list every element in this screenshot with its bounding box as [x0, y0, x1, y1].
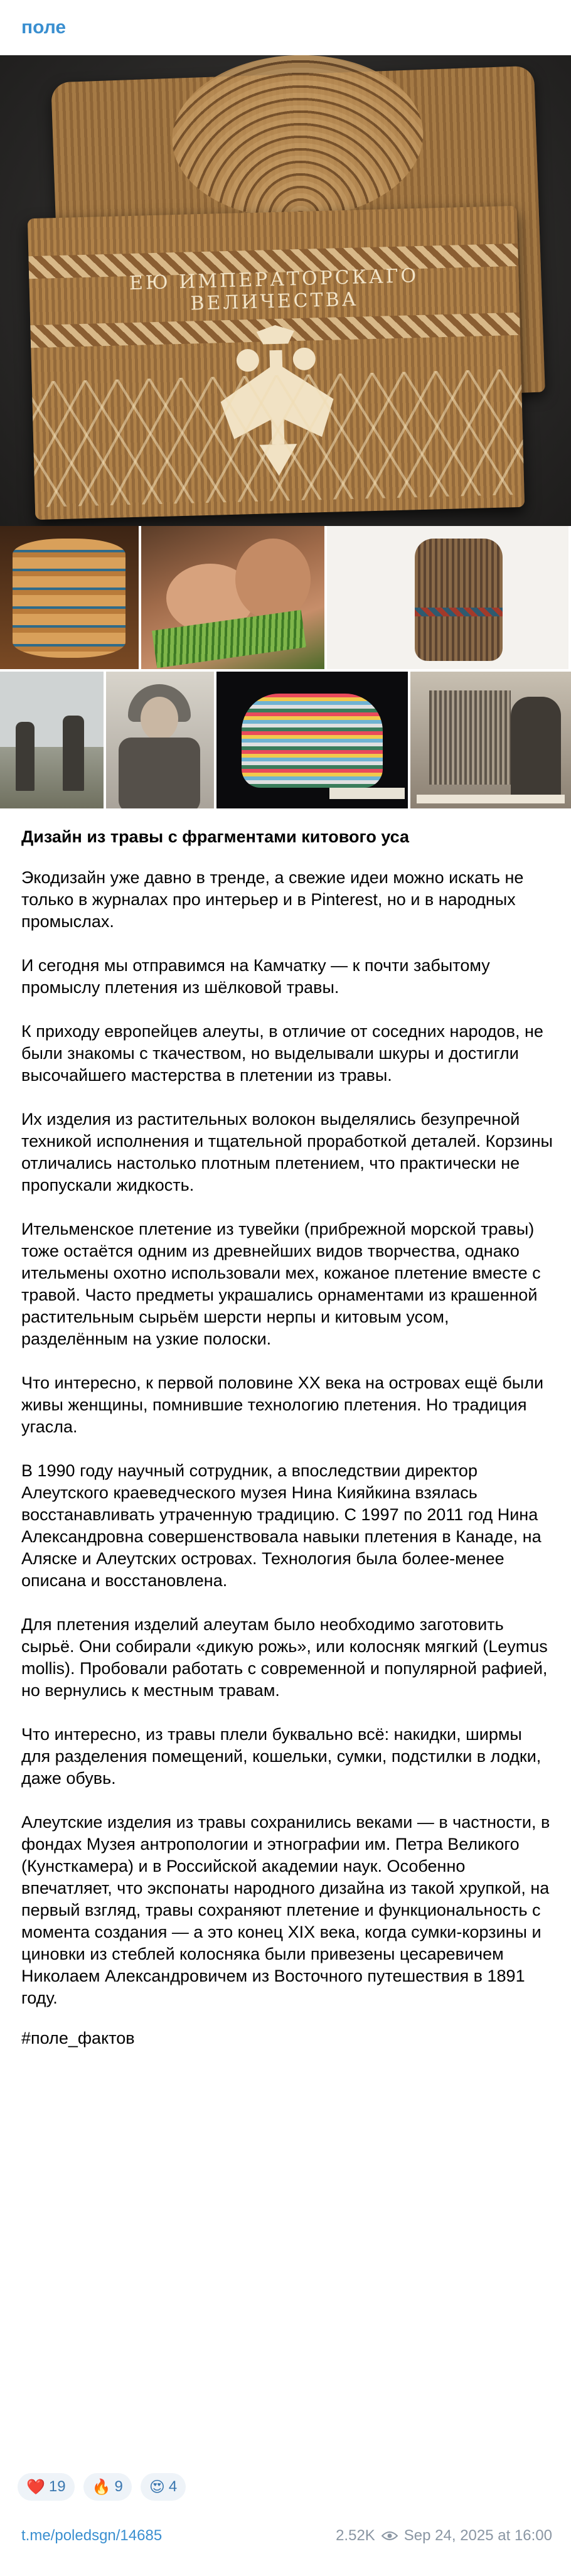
gallery-image-weaving-hands[interactable] — [141, 526, 324, 669]
paragraph: Их изделия из растительных волокон выделялись безупречной техникой исполнения и тщательной проработкой деталей. Корзины отличались настолько плотным плетением, что практически не пропускали жидкость. — [21, 1110, 553, 1194]
reaction-count: 19 — [48, 2478, 66, 2495]
gallery-image-people-field[interactable] — [0, 672, 104, 808]
gallery-image-tall-basket[interactable] — [327, 526, 568, 669]
post-header — [0, 0, 571, 55]
reaction-count: 4 — [168, 2478, 178, 2495]
reaction-heart-eyes[interactable] — [141, 2473, 186, 2501]
gallery-image-old-photo-weaver[interactable] — [410, 672, 571, 808]
reaction-heart[interactable] — [18, 2473, 75, 2501]
paragraph: И сегодня мы отправимся на Камчатку — к почти забытому промыслу плетения из шёлковой травы. — [21, 956, 490, 997]
post-link[interactable]: t.me/poledsgn/14685 — [21, 2527, 163, 2544]
image-gallery-row-2 — [0, 672, 571, 808]
post-footer — [21, 2523, 552, 2548]
heart-icon: ❤️ — [26, 2478, 45, 2496]
fire-icon: 🔥 — [92, 2478, 111, 2496]
bag-inscription: ЕЮ ИМПЕРАТОРСКАГО ВЕЛИЧЕСТВА — [129, 265, 419, 315]
paragraph: В 1990 году научный сотрудник, а впоследствии директор Алеутского краеведческого музея Нина Кияйкина взялась восстанавливать утраченную традицию. С 1997 по 2011 год Нина Александровна совершенствовала навыки плетения в Канаде, на Аляске и Алеутских островах. Технология была более-менее описана и восстановлена. — [21, 1461, 542, 1590]
post-body — [21, 810, 555, 2049]
view-count: 2.52K — [336, 2527, 375, 2544]
paragraph: К приходу европейцев алеуты, в отличие от соседних народов, не были знакомы с ткачеством, но выделывали шкуры и достигли высочайшего мастерства в плетении из травы. — [21, 1022, 543, 1085]
reaction-count: 9 — [114, 2478, 123, 2495]
gallery-image-aleut-woman[interactable] — [106, 672, 214, 808]
paragraph: Экодизайн уже давно в тренде, а свежие идеи можно искать не только в журналах про интерьер и в Pinterest, но и в народных промыслах. — [21, 868, 524, 931]
image-gallery-row-1 — [0, 526, 571, 669]
paragraph: Для плетения изделий алеутам было необходимо заготовить сырьё. Они собирали «дикую рожь», или колосняк мягкий (Leymus mollis). Пробовали работать с современной и популярной рафией, но вернулись к местным травам. — [21, 1615, 548, 1700]
paragraph: Что интересно, к первой половине XX века на островах ещё были живы женщины, помнившие технологию плетения. Но традиция угасла. — [21, 1373, 544, 1436]
channel-name[interactable]: поле — [21, 17, 67, 38]
hashtag-link[interactable]: #поле_фактов — [21, 2029, 135, 2047]
paragraph: Ительменское плетение из тувейки (прибрежной морской травы) тоже остаётся одним из древнейших видов творчества, однако ительмены охотно использовали мех, кожаное плетение вместе с травой. Часто предметы украшались орнаментами из крашенной растительным сырьём шерсти нерпы и китовым усом, разделённым на узкие полоски. — [21, 1220, 541, 1348]
eye-icon — [382, 2531, 398, 2541]
hero-image[interactable] — [0, 55, 571, 526]
post-title: Дизайн из травы с фрагментами китового уса — [21, 827, 410, 846]
reactions-bar — [18, 2473, 186, 2501]
gallery-image-lidded-basket[interactable] — [0, 526, 139, 669]
heart-eyes-icon: 😍 — [149, 2478, 165, 2496]
woven-bag-front — [28, 206, 525, 520]
post-date: Sep 24, 2025 at 16:00 — [403, 2527, 552, 2544]
paragraph: Алеутские изделия из травы сохранились веками — в частности, в фондах Музея антропологии и этнографии им. Петра Великого (Кунсткамера) и в Российской академии наук. Особенно впечатляет, что экспонаты народного дизайна из такой хрупкой, на первый взгляд, травы сохраняют плетение и функциональность с момента создания — а это конец XIX века, когда сумки-корзины и циновки из стеблей колосняка были привезены цесаревичем Николаем Александровичем из Восточного путешествия в 1891 году. — [21, 1813, 550, 2007]
paragraph: Что интересно, из травы плели буквально всё: накидки, ширмы для разделения помещений, кошельки, сумки, подстилки в лодки, даже обувь. — [21, 1725, 542, 1788]
post-meta — [336, 2527, 552, 2545]
gallery-image-colored-basket[interactable] — [216, 672, 408, 808]
reaction-fire[interactable] — [83, 2473, 132, 2501]
